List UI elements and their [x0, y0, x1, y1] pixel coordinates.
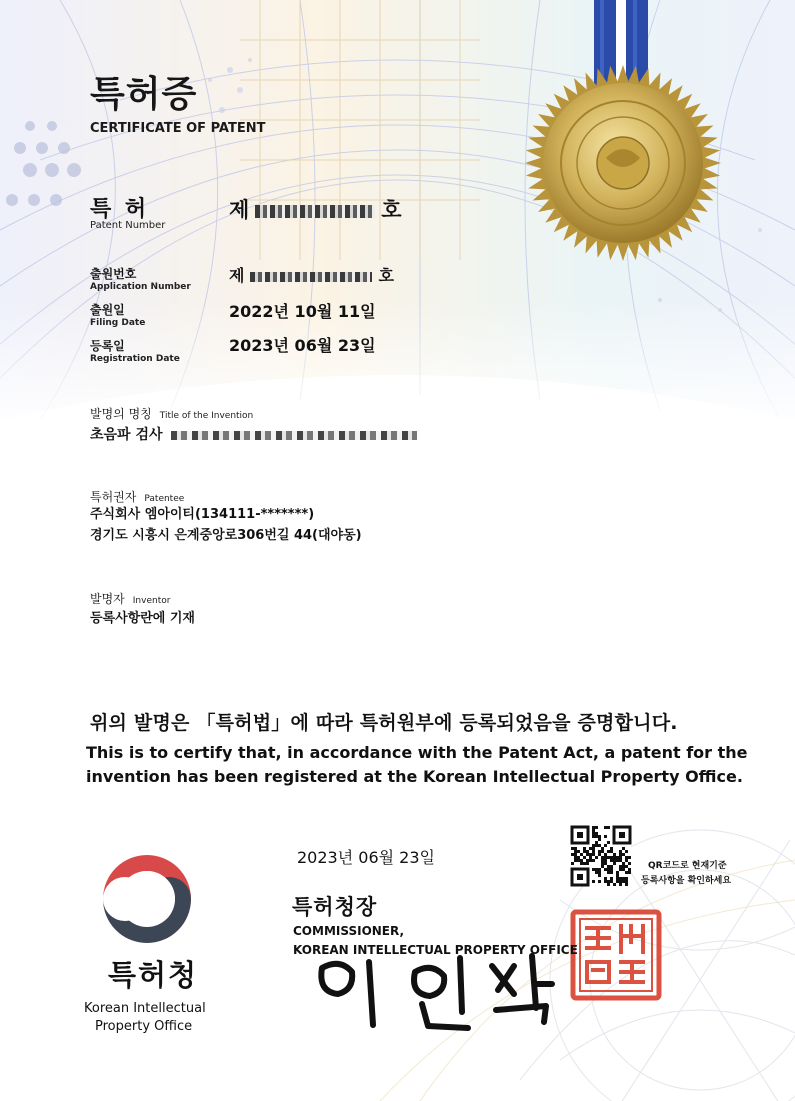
patentee-label-en: Patentee: [144, 494, 185, 504]
application-number-redacted: [250, 272, 372, 282]
commissioner-signature-graphic: [321, 956, 552, 1028]
invention-title-text: 초음파 검사: [90, 427, 163, 443]
qr-note-line2: 등록사항을 확인하세요: [641, 876, 732, 886]
commissioner-title-en-line2: KOREAN INTELLECTUAL PROPERTY OFFICE: [293, 943, 578, 957]
invention-title-redacted: [171, 431, 417, 440]
kipo-logo-graphic: [103, 855, 191, 943]
invention-title-label-en: Title of the Invention: [159, 411, 254, 421]
commissioner-title-en-line1: COMMISSIONER,: [293, 924, 405, 938]
certificate-title-ko: 특허증: [90, 74, 198, 115]
invention-title-label-ko: 발명의 명칭: [90, 407, 152, 421]
certification-statement-ko: 위의 발명은 「특허법」에 따라 특허원부에 등록되었음을 증명합니다.: [90, 712, 678, 734]
invention-title-value: [90, 424, 417, 444]
filing-date-value: 2022년 10월 11일: [229, 302, 376, 321]
certification-statement-en-line1: This is to certify that, in accordance with the Patent Act, a patent for the: [86, 743, 748, 762]
certificate-title-en: CERTIFICATE OF PATENT: [90, 121, 266, 136]
inventor-label-ko: 발명자: [90, 592, 125, 606]
registration-date-value: 2023년 06월 23일: [229, 336, 376, 355]
gold-seal-graphic: [525, 65, 721, 261]
filing-date-label-ko: 출원일: [90, 303, 125, 317]
qr-code-graphic: [571, 826, 631, 886]
patentee-address: 경기도 시흥시 은계중앙로306번길 44(대야동): [90, 528, 362, 543]
patentee-label-ko: 특허권자: [90, 490, 137, 504]
application-number-suffix: 호: [378, 266, 394, 285]
patentee-name: 주식회사 엠아이티(134111-*******): [90, 507, 315, 522]
application-number-value: [229, 263, 394, 286]
office-name-ko: 특허청: [108, 958, 199, 992]
patent-number-suffix: 호: [381, 198, 402, 222]
application-number-label-en: Application Number: [90, 282, 191, 292]
inventor-value: 등록사항란에 기재: [90, 611, 195, 626]
patent-number-label-ko: 특 허: [90, 197, 150, 222]
patent-number-value: [229, 194, 402, 224]
invention-title-heading: [90, 403, 253, 422]
application-number-label-ko: 출원번호: [90, 267, 137, 281]
application-number-prefix: 제: [229, 266, 245, 285]
registration-date-label-en: Registration Date: [90, 354, 180, 364]
issue-date: 2023년 06월 23일: [297, 848, 435, 867]
patent-number-prefix: 제: [229, 198, 250, 222]
office-name-en-line2: Property Office: [95, 1019, 193, 1034]
filing-date-label-en: Filing Date: [90, 318, 146, 328]
commissioner-title-ko: 특허청장: [292, 895, 378, 919]
registration-date-label-ko: 등록일: [90, 339, 125, 353]
patent-number-label-en: Patent Number: [90, 220, 166, 231]
patent-number-redacted: [255, 205, 375, 218]
office-name-en-line1: Korean Intellectual: [84, 1001, 206, 1016]
inventor-label-en: Inventor: [132, 596, 171, 606]
inventor-heading: [90, 588, 170, 607]
certification-statement-en-line2: invention has been registered at the Korean Intellectual Property Office.: [86, 767, 743, 786]
qr-note-line1: QR코드로 현재기준: [648, 861, 727, 871]
